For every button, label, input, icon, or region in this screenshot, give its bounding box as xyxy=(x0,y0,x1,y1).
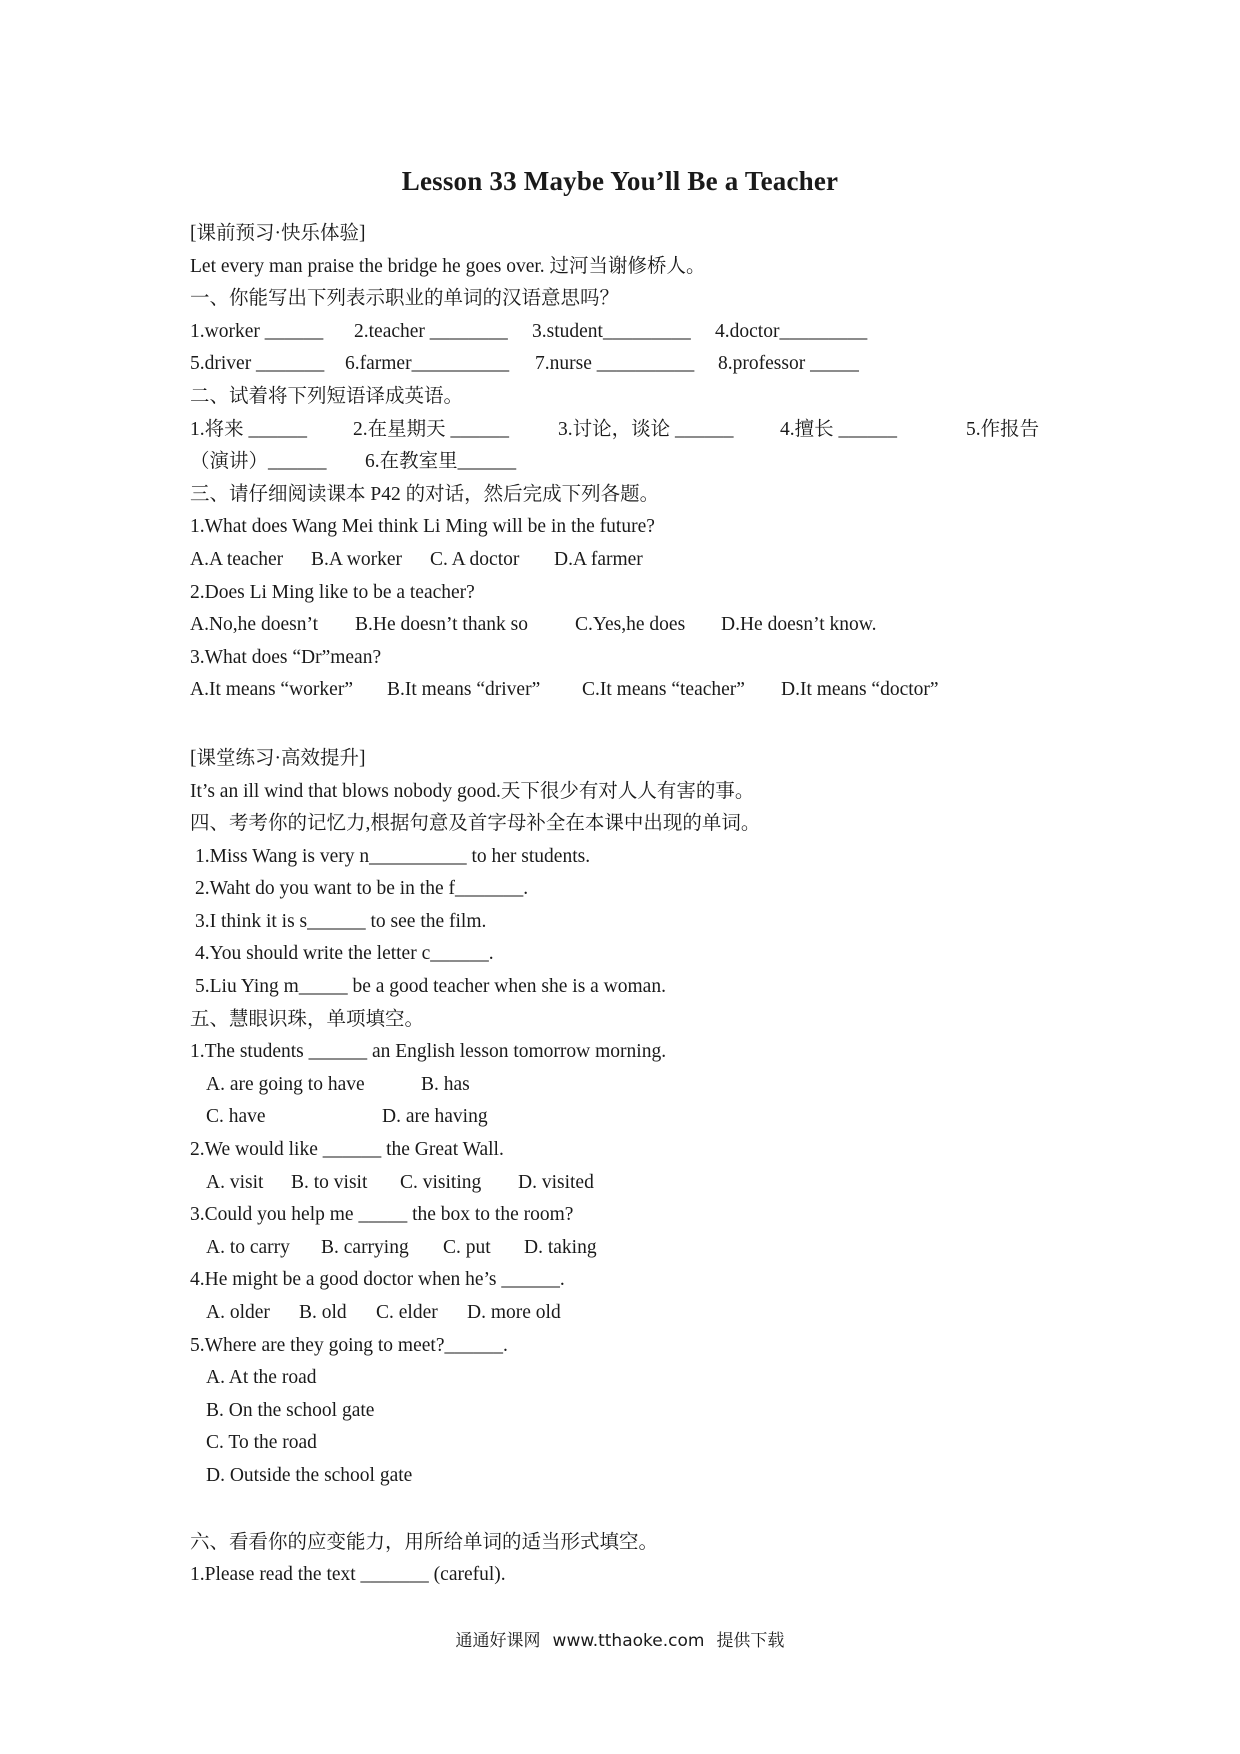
option: B.It means “driver” xyxy=(387,679,541,701)
q2-row-1 xyxy=(190,414,1070,447)
q3-question-1: 1.What does Wang Mei think Li Ming will be in the future? xyxy=(190,516,655,538)
option: D. are having xyxy=(382,1106,488,1128)
section-header-class: [课堂练习·高效提升] xyxy=(190,747,366,769)
proverb-preview: Let every man praise the bridge he goes over. 过河当谢修桥人。 xyxy=(190,255,706,277)
q1-row-2 xyxy=(190,348,1070,381)
option: C. visiting xyxy=(400,1171,482,1193)
option: D.A farmer xyxy=(554,548,643,570)
q5-option-5a: A. At the road xyxy=(206,1367,317,1389)
option: D.He doesn’t know. xyxy=(721,614,877,636)
q2-item: 2.在星期天 ______ xyxy=(353,418,510,440)
option: A. older xyxy=(206,1302,270,1323)
q5-options-3 xyxy=(190,1232,1070,1265)
option: B.A worker xyxy=(311,548,402,570)
q4-item-3: 3.I think it is s______ to see the film. xyxy=(195,910,487,932)
option: A.A teacher xyxy=(190,548,284,570)
section-spacer xyxy=(190,707,1070,743)
option: A. are going to have xyxy=(206,1073,365,1095)
q2-item: 6.在教室里______ xyxy=(365,451,517,473)
q5-title: 五、慧眼识珠，单项填空。 xyxy=(190,1008,425,1030)
q2-item: 1.将来 ______ xyxy=(190,418,308,440)
q1-item: 2.teacher ________ xyxy=(354,320,508,342)
q3-question-2: 2.Does Li Ming like to be a teacher? xyxy=(190,581,475,603)
q3-question-3: 3.What does “Dr”mean? xyxy=(190,646,382,668)
q5-option-5d: D. Outside the school gate xyxy=(206,1464,413,1486)
q6-title: 六、看看你的应变能力，用所给单词的适当形式填空。 xyxy=(190,1531,659,1553)
q1-item: 7.nurse __________ xyxy=(535,353,695,375)
proverb-class: It’s an ill wind that blows nobody good.天下很少有对人人有害的事。 xyxy=(190,780,755,802)
option: B. old xyxy=(299,1302,347,1323)
q5-question-4: 4.He might be a good doctor when he’s ______. xyxy=(190,1269,565,1291)
q4-item-4: 4.You should write the letter c______. xyxy=(195,943,494,965)
option: D. taking xyxy=(524,1236,597,1258)
q5-question-1: 1.The students ______ an English lesson tomorrow morning. xyxy=(190,1041,667,1063)
q4-item-5: 5.Liu Ying m_____ be a good teacher when she is a woman. xyxy=(195,976,666,998)
q5-option-5b: B. On the school gate xyxy=(206,1399,375,1421)
option: D. visited xyxy=(518,1171,594,1193)
q2-item: 5.作报告 xyxy=(966,418,1040,440)
footer xyxy=(0,1626,1240,1651)
option: A. visit xyxy=(206,1171,264,1193)
q3-options-2 xyxy=(190,609,1070,642)
q1-item: 8.professor _____ xyxy=(718,353,859,375)
q5-options-1b xyxy=(190,1101,1070,1134)
q1-item: 5.driver _______ xyxy=(190,353,325,375)
option: D.It means “doctor” xyxy=(781,679,939,701)
q1-item: 4.doctor_________ xyxy=(715,320,868,342)
q4-item-2: 2.Waht do you want to be in the f_______. xyxy=(195,878,529,900)
option: A.It means “worker” xyxy=(190,679,353,701)
q5-question-2: 2.We would like ______ the Great Wall. xyxy=(190,1139,504,1161)
option: B. carrying xyxy=(321,1236,409,1258)
q2-title: 二、试着将下列短语译成英语。 xyxy=(190,385,464,407)
option: C. A doctor xyxy=(430,548,520,570)
q3-options-3 xyxy=(190,674,1070,707)
q6-item-1: 1.Please read the text _______ (careful). xyxy=(190,1564,506,1586)
option: C. elder xyxy=(376,1302,438,1323)
option: A. to carry xyxy=(206,1236,290,1258)
q2-row-2 xyxy=(190,446,1070,479)
option: B. has xyxy=(421,1073,470,1095)
q2-item: （演讲）______ xyxy=(190,451,327,473)
footer-url: www.tthaoke.com xyxy=(552,1631,705,1651)
q5-options-2 xyxy=(190,1167,1070,1200)
option: C. have xyxy=(206,1106,266,1128)
option: C. put xyxy=(443,1236,491,1258)
q1-item: 1.worker ______ xyxy=(190,320,324,342)
option: D. more old xyxy=(467,1302,561,1323)
q5-options-1a xyxy=(190,1069,1070,1102)
q4-title: 四、考考你的记忆力,根据句意及首字母补全在本课中出现的单词。 xyxy=(190,813,761,835)
q1-row-1 xyxy=(190,316,1070,349)
q1-item: 6.farmer__________ xyxy=(345,353,510,375)
q1-title: 一、你能写出下列表示职业的单词的汉语意思吗？ xyxy=(190,288,620,310)
option: B. to visit xyxy=(291,1171,368,1193)
section-spacer xyxy=(190,1493,1070,1527)
q1-item: 3.student_________ xyxy=(532,320,691,342)
worksheet-body xyxy=(190,218,1070,1592)
section-header-preview: [课前预习·快乐体验] xyxy=(190,223,366,244)
page-title: Lesson 33 Maybe You’ll Be a Teacher xyxy=(401,166,839,196)
q5-options-4 xyxy=(190,1297,1070,1330)
q3-options-1 xyxy=(190,544,1070,577)
q5-question-5: 5.Where are they going to meet?______. xyxy=(190,1334,508,1356)
option: C.It means “teacher” xyxy=(582,679,745,701)
q2-item: 3.讨论，谈论 ______ xyxy=(558,418,734,440)
option: C.Yes,he does xyxy=(575,614,686,636)
option: B.He doesn’t thank so xyxy=(355,614,528,636)
q2-item: 4.擅长 ______ xyxy=(780,418,898,440)
q5-option-5c: C. To the road xyxy=(206,1432,317,1454)
q5-question-3: 3.Could you help me _____ the box to the room? xyxy=(190,1204,574,1226)
footer-site-name: 通通好课网 xyxy=(455,1631,541,1651)
q3-title: 三、请仔细阅读课本 P42 的对话，然后完成下列各题。 xyxy=(190,483,660,505)
footer-suffix: 提供下载 xyxy=(716,1631,785,1651)
option: A.No,he doesn’t xyxy=(190,614,318,636)
q4-item-1: 1.Miss Wang is very n__________ to her students. xyxy=(195,845,591,867)
